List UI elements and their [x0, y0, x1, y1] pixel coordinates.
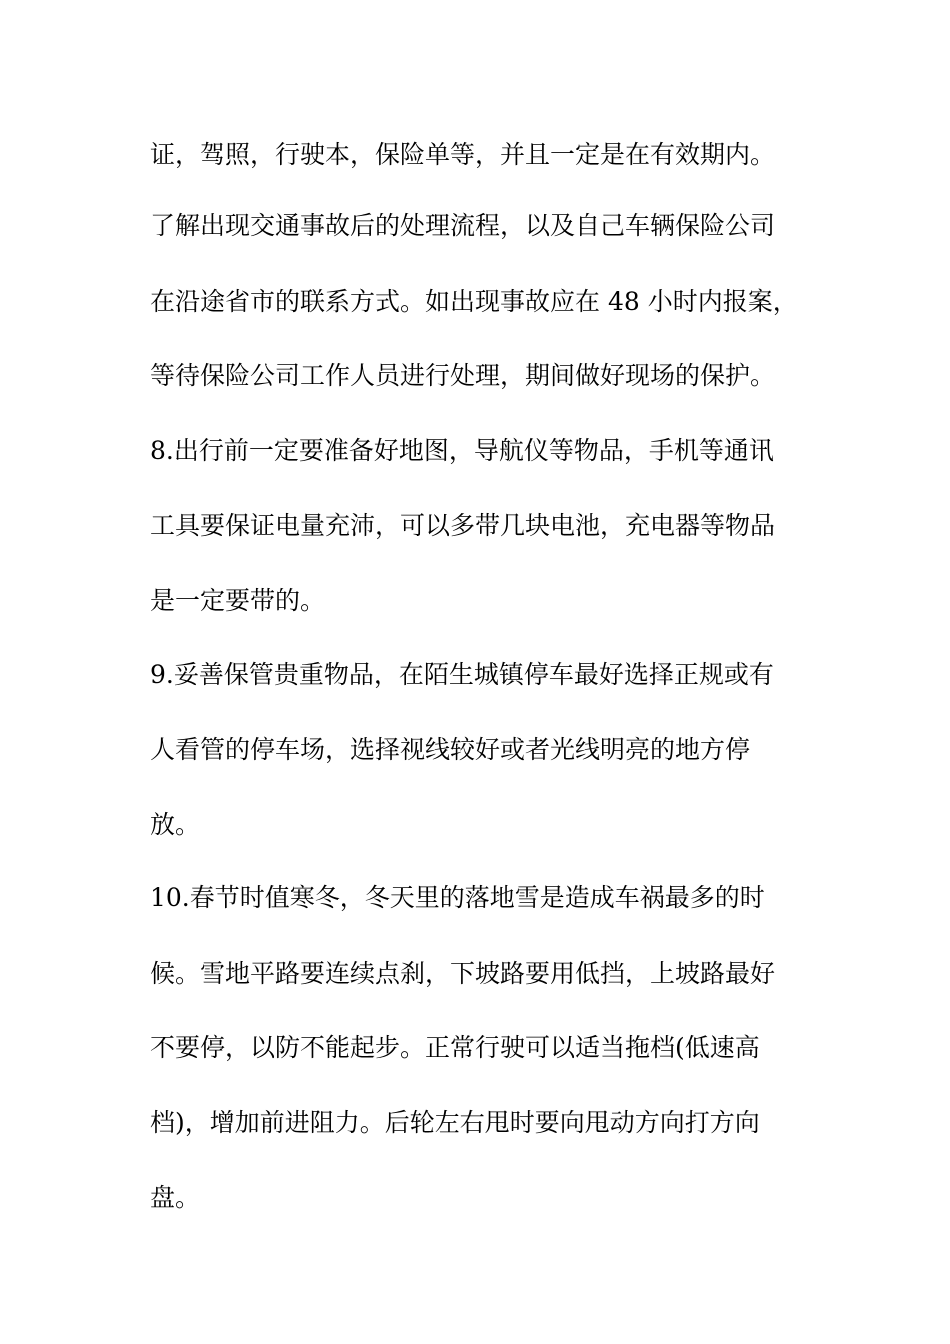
text-line: 10.春节时值寒冬，冬天里的落地雪是造成车祸最多的时 — [150, 883, 765, 912]
text-line: 候。雪地平路要连续点刹，下坡路要用低挡，上坡路最好 — [150, 959, 776, 988]
text-line: 9.妥善保管贵重物品，在陌生城镇停车最好选择正规或有 — [150, 660, 774, 689]
text-line: 档)，增加前进阻力。后轮左右甩时要向甩动方向打方向 — [150, 1108, 760, 1137]
text-line: 等待保险公司工作人员进行处理，期间做好现场的保护。 — [150, 361, 776, 390]
text-line: 盘。 — [150, 1183, 201, 1212]
text-line: 放。 — [150, 810, 201, 839]
text-line: 8.出行前一定要准备好地图，导航仪等物品，手机等通讯 — [150, 436, 774, 465]
text-line: 是一定要带的。 — [150, 586, 326, 615]
text-line: 不要停，以防不能起步。正常行驶可以适当拖档(低速高 — [150, 1033, 760, 1062]
text-line: 了解出现交通事故后的处理流程，以及自己车辆保险公司 — [150, 211, 776, 240]
text-line: 人看管的停车场，选择视线较好或者光线明亮的地方停 — [150, 735, 751, 764]
text-line: 工具要保证电量充沛，可以多带几块电池，充电器等物品 — [150, 511, 776, 540]
text-line: 证，驾照，行驶本，保险单等，并且一定是在有效期内。 — [150, 140, 776, 169]
text-line: 在沿途省市的联系方式。如出现事故应在 48 小时内报案， — [150, 287, 798, 316]
